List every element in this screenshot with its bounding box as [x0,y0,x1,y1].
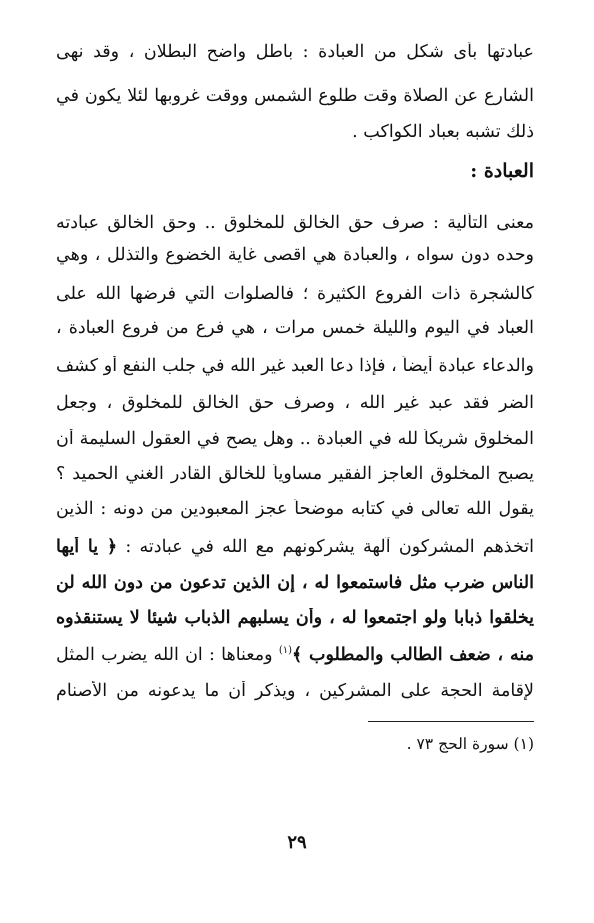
text-line-with-verse-start [56,537,534,558]
text-line: يقول الله تعالى في كتابه موضحاً عجز المعبودين من دونه : الذين [56,499,534,519]
text-line: يصبح المخلوق العاجز الفقير مساوياً للخالق القادر الغني الحميد ؟ [56,464,534,484]
text-line: ذلك تشبه بعباد الكواكب . [352,122,534,142]
footnote-divider [368,721,534,722]
text-line: الشارع عن الصلاة وقت طلوع الشمس ووقت غروبها لئلا يكون في [56,86,534,106]
text-line: وحده دون سواه ، والعبادة هي اقصى غاية الخضوع والتذلل ، وهي [56,245,534,265]
text-line: الضر فقد عبد غير الله ، وصرف حق الخالق للمخلوق ، وجعل [56,393,534,413]
footnote-reference: (١) [278,645,293,657]
text-segment: اتخذهم المشركون آلهة يشركونهم مع الله في عبادته : [125,537,534,557]
text-line-with-verse-end [56,645,534,666]
text-line: والدعاء عبادة أيضاً ، فإذا دعا العبد غير الله في جلب النفع أو كشف [56,356,534,376]
quran-verse-open: ﴿ يا أيها [56,537,118,557]
page-number: ٢٩ [287,832,307,853]
section-heading: العبادة : [470,160,534,182]
text-line: عبادتها بأى شكل من العبادة : باطل واضح البطلان ، وقد نهى [56,42,534,62]
quran-verse-text: الناس ضرب مثل فاستمعوا له ، إن الذين تدعون من دون الله لن [56,573,534,593]
footnote: (١) سورة الحج ٧٣ . [406,735,534,753]
text-line: كالشجرة ذات الفروع الكثيرة ؛ فالصلوات التي فرضها الله على [56,284,534,304]
quran-verse-text: منه ، ضعف الطالب والمطلوب ﴾ [292,645,534,665]
text-line: معنى التألية : صرف حق الخالق للمخلوق .. وحق الخالق عبادته [56,213,534,233]
text-segment: ومعناها : ان الله يضرب المثل [56,645,273,665]
quran-verse-text: يخلقوا ذبابا ولو اجتمعوا له ، وأن يسلبهم الذباب شيئا لا يستنقذوه [56,608,534,628]
quran-verse-line [56,573,534,594]
text-line: المخلوق شريكاً لله في العبادة .. وهل يصح في العقول السليمة أن [56,429,534,449]
text-line: العباد في اليوم والليلة خمس مرات ، هي فرع من فروع العبادة ، [56,318,534,338]
quran-verse-line [56,608,534,629]
text-line: لإقامة الحجة على المشركين ، ويذكر أن ما يدعونه من الأصنام [56,681,534,701]
